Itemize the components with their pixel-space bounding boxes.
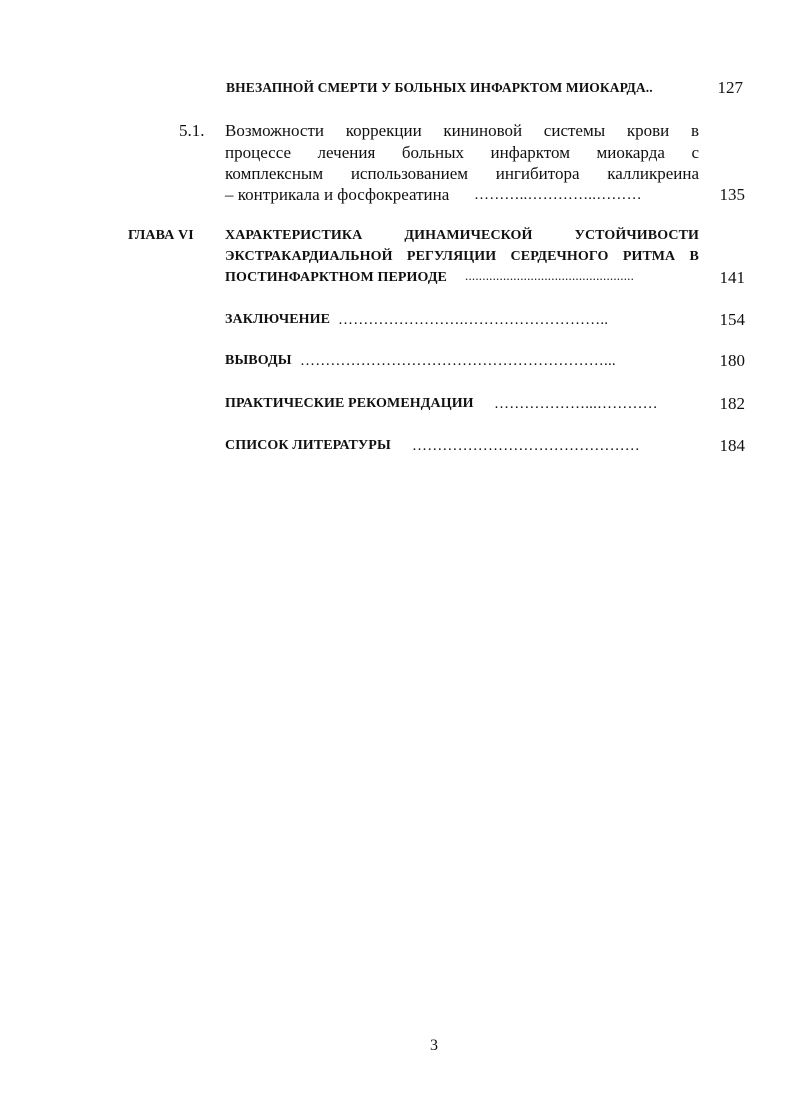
chapter-title-line: ПОСТИНФАРКТНОМ ПЕРИОДЕ [225, 270, 447, 285]
toc-section-line: процессе лечения больных инфарктом миокарда с [225, 143, 699, 162]
toc-dot-leader: ………………...………… [494, 396, 658, 412]
page-number: 3 [430, 1037, 438, 1054]
toc-dot-leader: ................................................. [465, 268, 635, 283]
toc-entry-page: 127 [717, 78, 743, 97]
toc-section-number: 5.1. [179, 121, 205, 140]
toc-entry-page: 154 [719, 310, 745, 329]
toc-recommendations-title: ПРАКТИЧЕСКИЕ РЕКОМЕНДАЦИИ [225, 396, 474, 411]
toc-entry-page: 141 [719, 268, 745, 287]
toc-section-line: – контрикала и фосфокреатина [225, 185, 450, 204]
chapter-label: ГЛАВА VI [128, 228, 194, 243]
toc-dot-leader: ……………………………………………………... [300, 353, 616, 369]
toc-dot-leader: …………………….……………………….. [338, 312, 609, 328]
toc-entry-page: 180 [719, 351, 745, 370]
chapter-title-line: ХАРАКТЕРИСТИКА ДИНАМИЧЕСКОЙ УСТОЙЧИВОСТИ [225, 228, 699, 243]
toc-dot-leader: ……………………………………… [412, 438, 640, 454]
toc-section-line: комплексным использованием ингибитора калликреина [225, 164, 699, 183]
toc-conclusion-title: ЗАКЛЮЧЕНИЕ [225, 312, 331, 327]
toc-findings-title: ВЫВОДЫ [225, 353, 292, 368]
toc-entry-page: 182 [719, 394, 745, 413]
chapter-title-line: ЭКСТРАКАРДИАЛЬНОЙ РЕГУЛЯЦИИ СЕРДЕЧНОГО РИТМА В [225, 249, 699, 264]
toc-references-title: СПИСОК ЛИТЕРАТУРЫ [225, 438, 391, 453]
toc-section-line: Возможности коррекции кининовой системы крови в [225, 121, 699, 140]
toc-entry-page: 135 [719, 185, 745, 204]
toc-entry-title: ВНЕЗАПНОЙ СМЕРТИ У БОЛЬНЫХ ИНФАРКТОМ МИОКАРДА.. [226, 80, 653, 95]
toc-entry-page: 184 [719, 436, 745, 455]
toc-dot-leader: ………..…………..……… [474, 187, 642, 203]
